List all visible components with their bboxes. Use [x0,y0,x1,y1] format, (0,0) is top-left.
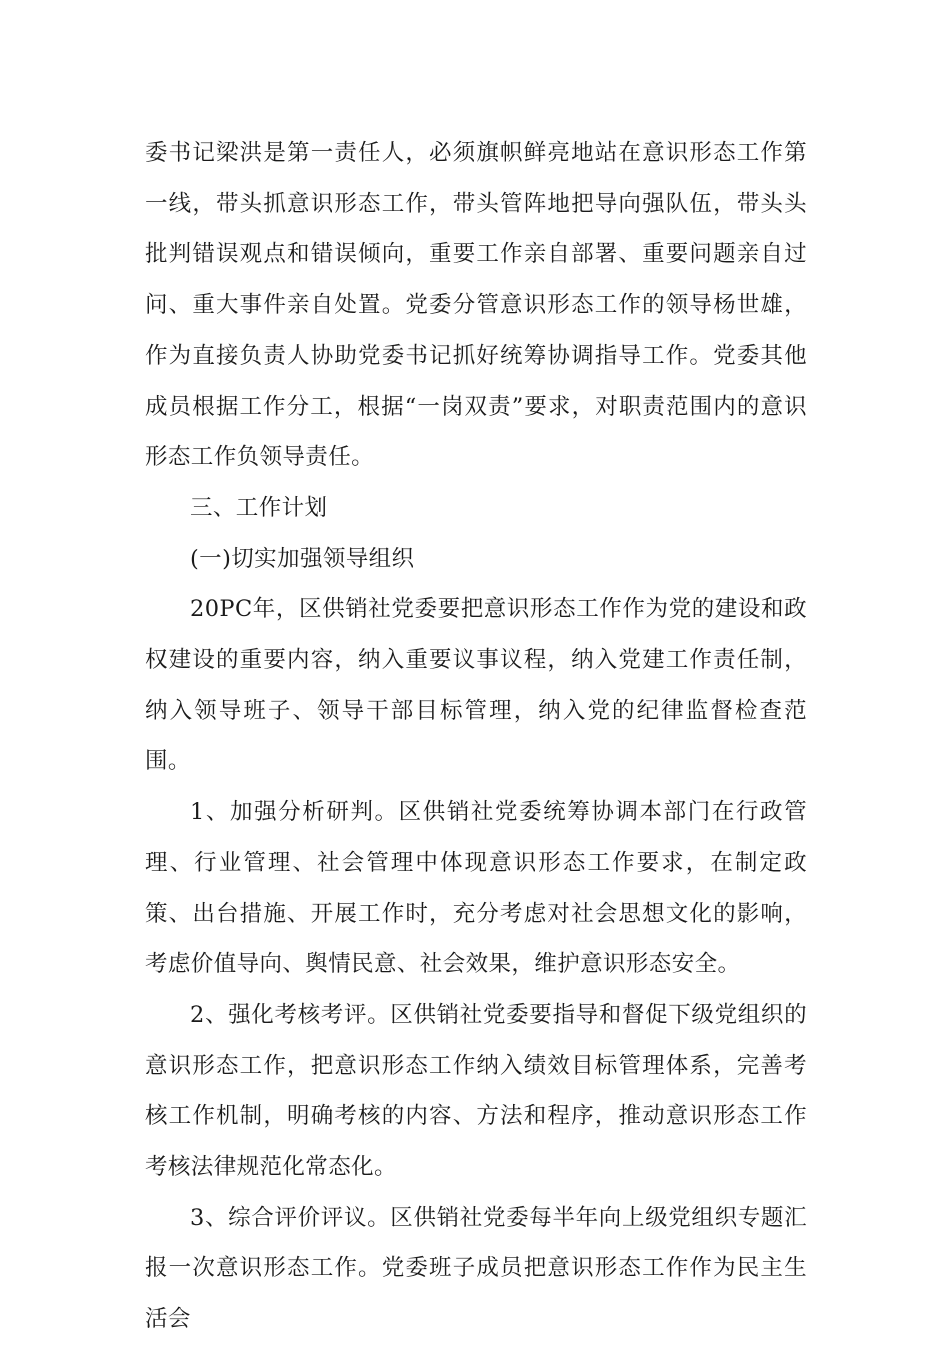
paragraph-item-1-analysis: 1、加强分析研判。区供销社党委统筹协调本部门在行政管理、行业管理、社会管理中体现意识形态工作要求，在制定政策、出台措施、开展工作时，充分考虑对社会思想文化的影响，考虑价值导向、舆情民意、社会效果，维护意识形态安全。 [145,799,807,978]
document-body [145,128,807,1345]
paragraph-responsibility: 委书记梁洪是第一责任人，必须旗帜鲜亮地站在意识形态工作第一线，带头抓意识形态工作，带头管阵地把导向强队伍，带头头批判错误观点和错误倾向，重要工作亲自部署、重要问题亲自过问、重大事件亲自处置。党委分管意识形态工作的领导杨世雄，作为直接负责人协助党委书记抓好统筹协调指导工作。党委其他成员根据工作分工，根据“一岗双责”要求，对职责范围内的意识形态工作负领导责任。 [145,140,807,471]
paragraph-item-3-evaluation: 3、综合评价评议。区供销社党委每半年向上级党组织专题汇报一次意识形态工作。党委班子成员把意识形态工作作为民主生活会 [145,1204,807,1333]
paragraph-item-2-assessment: 2、强化考核考评。区供销社党委要指导和督促下级党组织的意识形态工作，把意识形态工作纳入绩效目标管理体系，完善考核工作机制，明确考核的内容、方法和程序，推动意识形态工作考核法律规范化常态化。 [145,1001,807,1181]
paragraph-annual-plan: 20PC年，区供销社党委要把意识形态工作作为党的建设和政权建设的重要内容，纳入重要议事议程，纳入党建工作责任制，纳入领导班子、领导干部目标管理，纳入党的纪律监督检查范围。 [145,596,807,775]
subsection-heading-leadership: (一)切实加强领导组织 [190,545,415,572]
section-heading-work-plan: 三、工作计划 [190,494,328,521]
